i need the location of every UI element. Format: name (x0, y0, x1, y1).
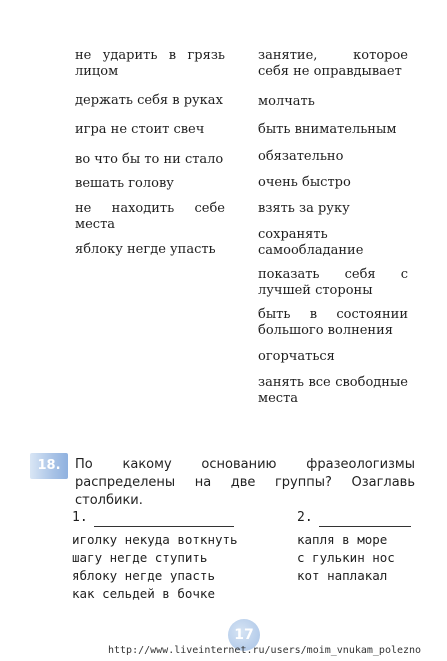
group-two-phrase: капля в море (297, 532, 388, 547)
right-item: сохранять самообладание (258, 227, 364, 258)
footer-url[interactable]: http://www.liveinternet.ru/users/moim_vnukam_polezno (108, 645, 422, 656)
right-item: молчать (258, 94, 315, 109)
meaning-column-right (258, 48, 408, 421)
group-one-header (72, 509, 262, 527)
group-two-header (297, 509, 427, 527)
group-two-number: 2. (297, 510, 313, 525)
group-one-phrase: иголку некуда воткнуть (72, 532, 238, 547)
group-two-phrase: кот наплакал (297, 568, 388, 583)
right-item: очень быстро (258, 175, 351, 190)
page-number-circle: 17 (228, 619, 260, 651)
group-one-title-blank[interactable] (94, 514, 234, 527)
left-item: вешать голову (75, 176, 174, 191)
right-item: быть внимательным (258, 122, 397, 137)
task-instruction: По какому основанию фразеологизмы распределены на две группы? Озаглавь столбики. (75, 457, 415, 508)
right-item: огорчаться (258, 349, 335, 364)
group-one-phrase: шагу негде ступить (72, 550, 208, 565)
left-item: игра не стоит свеч (75, 122, 205, 137)
right-item: взять за руку (258, 201, 350, 216)
left-item: во что бы то ни стало (75, 152, 224, 167)
left-item: не ударить в грязь лицом (75, 48, 225, 79)
right-item: занятие, которое себя не оправдывает (258, 48, 408, 79)
right-item: обязательно (258, 149, 344, 164)
right-item: показать себя с лучшей стороны (258, 267, 408, 298)
group-one-phrase: яблоку негде упасть (72, 568, 215, 583)
group-two-title-blank[interactable] (319, 514, 411, 527)
left-item: яблоку негде упасть (75, 242, 216, 257)
right-item: занять все свободные места (258, 375, 408, 406)
left-item: держать себя в руках (75, 93, 223, 108)
group-two (297, 509, 427, 585)
group-one-number: 1. (72, 510, 88, 525)
phraseology-column-left (75, 48, 225, 272)
task-number-badge: 18. (30, 453, 68, 479)
group-two-phrase: с гулькин нос (297, 550, 395, 565)
right-item: быть в состоянии большого волнения (258, 307, 408, 338)
left-item: не находить себе места (75, 201, 225, 232)
group-one (72, 509, 262, 603)
group-one-phrase: как сельдей в бочке (72, 586, 215, 601)
